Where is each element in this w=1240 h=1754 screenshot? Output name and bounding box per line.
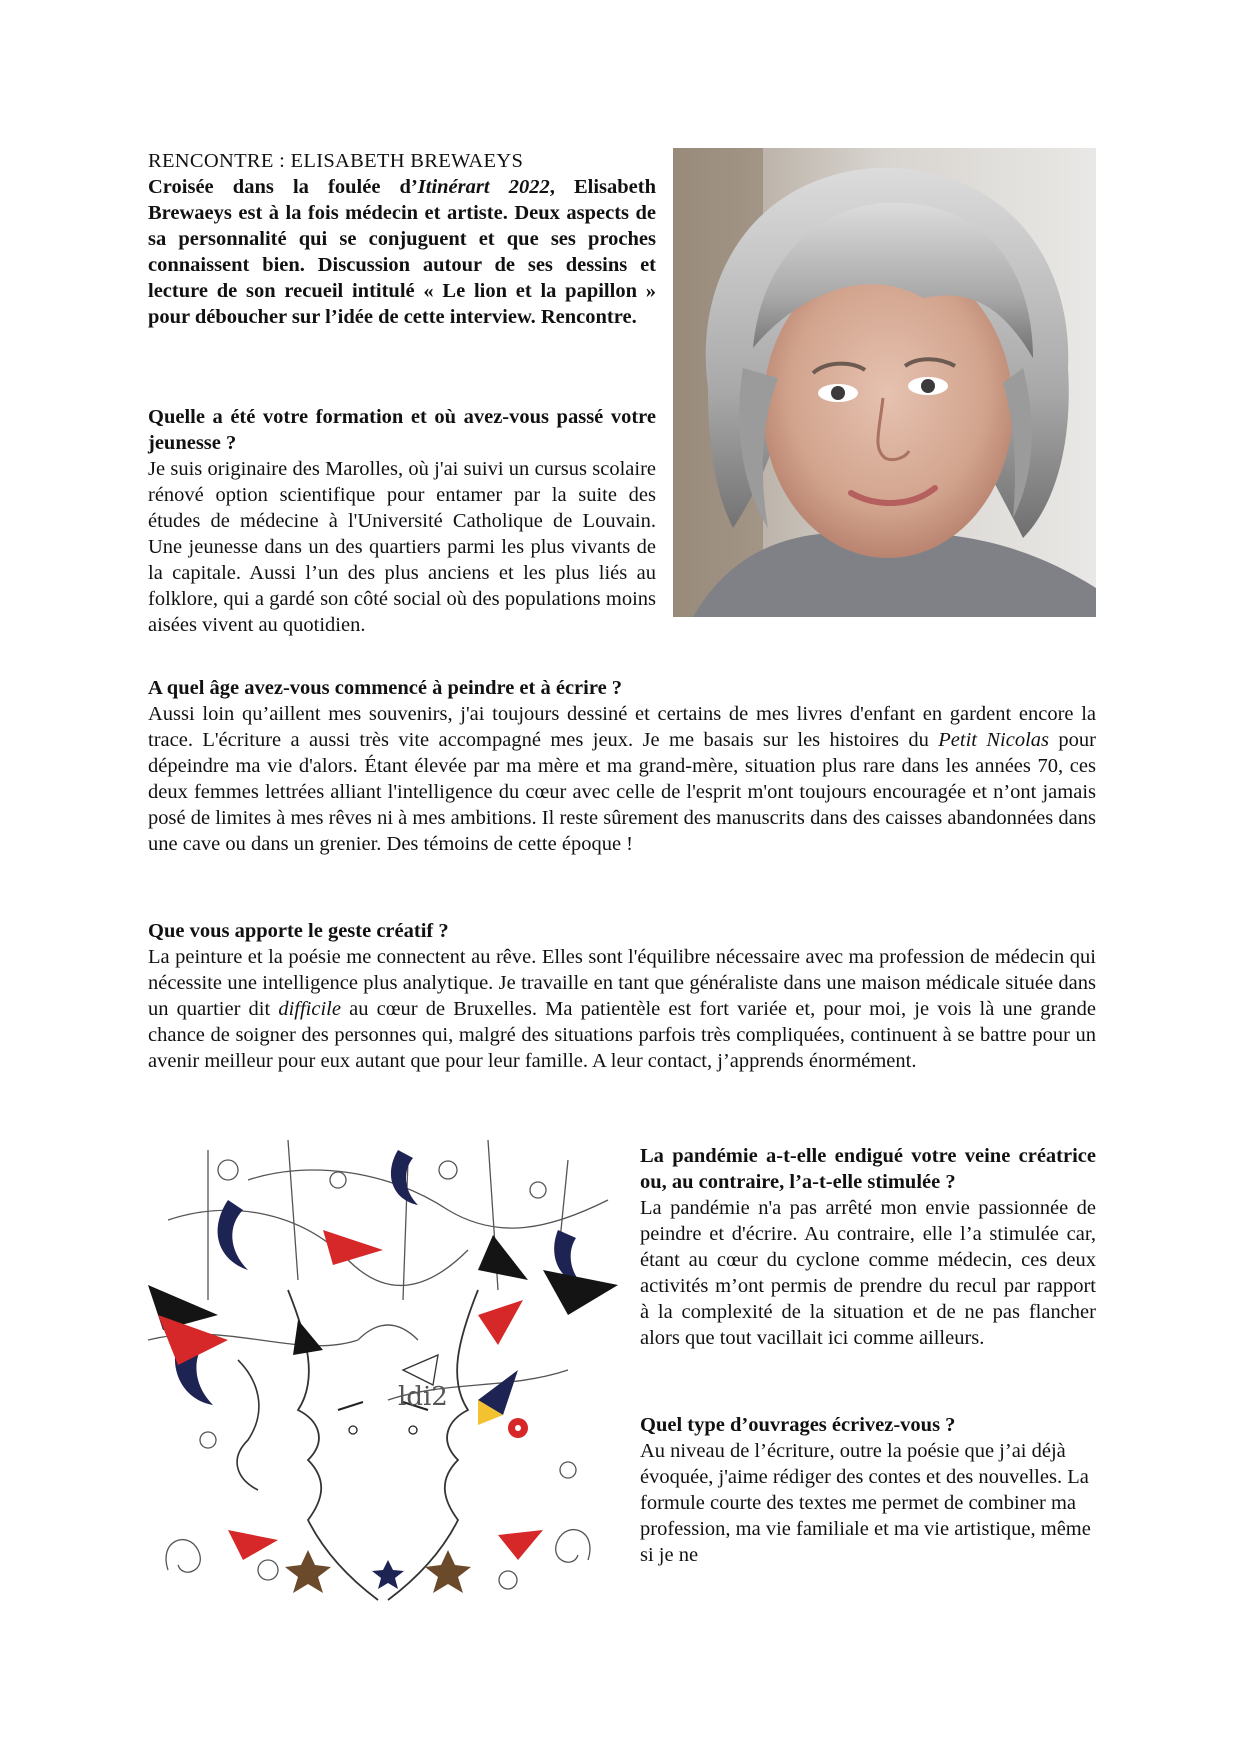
article-intro	[148, 174, 656, 330]
section-2-question: A quel âge avez-vous commencé à peindre et à écrire ?	[148, 677, 623, 699]
section-4-answer: La pandémie n'a pas arrêté mon envie passionnée de peindre et d'écrire. Au contraire, elle l’a stimulée car, étant au cœur du cyclone comme médecin, ces deux activités m’ont permis de prendre du recul par rapport à la complexité de la situation et de ne pas flancher alors que tout vacillait ici comme ailleurs.	[640, 1197, 1096, 1349]
intro-block	[148, 148, 656, 330]
section-2-answer-part2: pour dépeindre ma vie d'alors. Étant élevée par ma mère et ma grand-mère, situation plus rare dans les années 70, ces deux femmes lettrées alliant l'intelligence du cœur avec celle de l'esprit m'ont toujours encouragée et n’ont jamais posé de limites à mes rêves ni à mes ambitions. Il reste sûrement des manuscrits dans des caisses abandonnées dans une cave ou dans un grenier. Des témoins de cette époque !	[148, 729, 1096, 855]
section-2-answer-part1: Aussi loin qu’aillent mes souvenirs, j'ai toujours dessiné et certains de mes livres d'enfant en gardent encore la trace. L'écriture a aussi très vite accompagné mes jeux. Je me basais sur les histoires du	[148, 703, 1096, 751]
section-1-answer: Je suis originaire des Marolles, où j'ai suivi un cursus scolaire rénové option scientifique pour entamer par la suite des études de médecine à l'Université Catholique de Louvain. Une jeunesse dans un des quartiers parmi les plus vivants de la capitale. Aussi l’un des plus anciens et les plus liés au folklore, qui a gardé son côté social où des populations moins aisées vivent au quotidien.	[148, 458, 656, 636]
article-kicker: RENCONTRE : ELISABETH BREWAEYS	[148, 150, 524, 172]
section-1-question: Quelle a été votre formation et où avez-vous passé votre jeunesse ?	[148, 406, 656, 454]
section-3-question: Que vous apporte le geste créatif ?	[148, 920, 449, 942]
section-4-question: La pandémie a-t-elle endigué votre veine créatrice ou, au contraire, l’a-t-elle stimulée ?	[640, 1145, 1096, 1193]
intro-text-part1: Croisée dans la foulée d’	[148, 176, 418, 198]
section-3-answer	[148, 944, 1096, 1074]
section-formation	[148, 404, 656, 638]
section-5-answer: Au niveau de l’écriture, outre la poésie que j’ai déjà évoquée, j'aime rédiger des contes et des nouvelles. La formule courte des textes me permet de combiner ma profession, ma vie familiale et ma vie artistique, même si je ne	[640, 1440, 1091, 1566]
section-pandemie	[640, 1143, 1096, 1351]
author-portrait-photo	[673, 148, 1096, 617]
section-debut	[148, 675, 1096, 857]
section-2-book-title: Petit Nicolas	[938, 729, 1050, 751]
intro-text-part2: , Elisabeth Brewaeys est à la fois médecin et artiste. Deux aspects de sa personnalité qui se conjuguent et que ses proches connaissent bien. Discussion autour de ses dessins et lecture de son recueil intitulé « Le lion et la papillon » pour déboucher sur l’idée de cette interview. Rencontre.	[148, 176, 656, 328]
section-3-answer-part2: au cœur de Bruxelles. Ma patientèle est fort variée et, pour moi, je vois là une grande chance de soigner des personnes qui, malgré des situations parfois très compliquées, continuent à se battre pour un avenir meilleur pour eux autant que pour leur famille. A leur contact, j’apprends énormément.	[148, 998, 1096, 1072]
section-2-answer	[148, 701, 1096, 857]
section-3-emphasis: difficile	[278, 998, 341, 1020]
section-5-question: Quel type d’ouvrages écrivez-vous ?	[640, 1414, 956, 1436]
section-3-answer-part1: La peinture et la poésie me connectent au rêve. Elles sont l'équilibre nécessaire avec ma profession de médecin qui nécessite une intelligence plus analytique. Je travaille en tant que généraliste dans une maison médicale située dans un quartier dit	[148, 946, 1096, 1020]
section-ouvrages	[640, 1412, 1096, 1568]
intro-event-name: Itinérart 2022	[417, 176, 550, 198]
artwork-drawing	[148, 1140, 621, 1616]
section-geste-creatif	[148, 918, 1096, 1074]
drawing-label: ldi2	[398, 1382, 448, 1412]
